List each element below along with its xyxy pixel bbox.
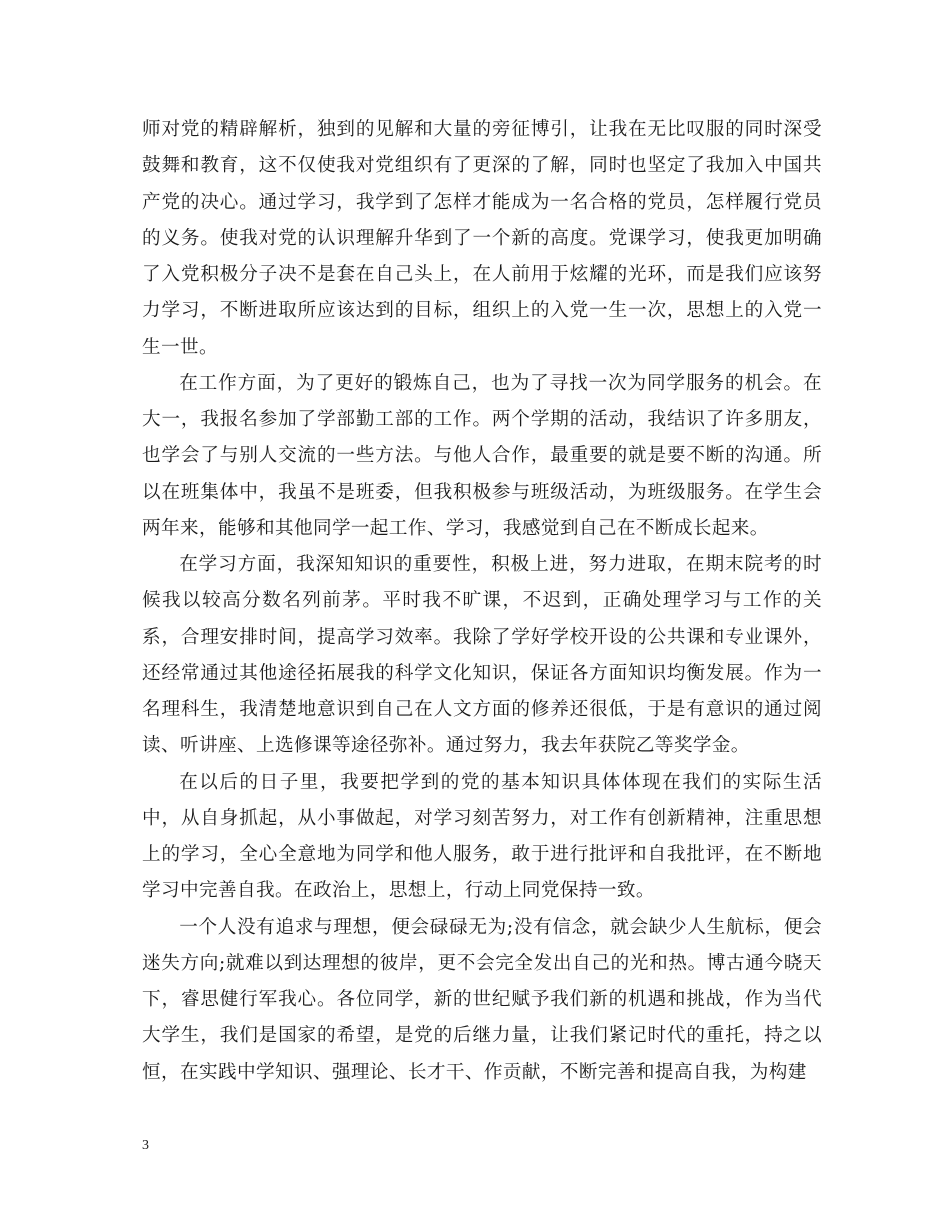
paragraph-4: 在以后的日子里，我要把学到的党的基本知识具体体现在我们的实际生活中，从自身抓起，从小事做起，对学习刻苦努力，对工作有创新精神，注重思想上的学习，全心全意地为同学和他人服务，敢于进行批评和自我批评，在不断地学习中完善自我。在政治上，思想上，行动上同党保持一致。 xyxy=(142,771,822,902)
body-text xyxy=(142,112,822,1091)
paragraph-3: 在学习方面，我深知知识的重要性，积极上进，努力进取，在期末院考的时候我以较高分数名列前茅。平时我不旷课，不迟到，正确处理学习与工作的关系，合理安排时间，提高学习效率。我除了学好学校开设的公共课和专业课外，还经常通过其他途径拓展我的科学文化知识，保证各方面知识均衡发展。作为一名理科生，我清楚地意识到自己在人文方面的修养还很低，于是有意识的通过阅读、听讲座、上选修课等途径弥补。通过努力，我去年获院乙等奖学金。 xyxy=(142,554,822,757)
paragraph-1: 师对党的精辟解析，独到的见解和大量的旁征博引，让我在无比叹服的同时深受鼓舞和教育，这不仅使我对党组织有了更深的了解，同时也坚定了我加入中国共产党的决心。通过学习，我学到了怎样才能成为一名合格的党员，怎样履行党员的义务。使我对党的认识理解升华到了一个新的高度。党课学习，使我更加明确了入党积极分子决不是套在自己头上，在人前用于炫耀的光环，而是我们应该努力学习，不断进取所应该达到的目标，组织上的入党一生一次，思想上的入党一生一世。 xyxy=(142,119,822,358)
page-number: 3 xyxy=(142,1138,149,1153)
paragraph-5: 一个人没有追求与理想，便会碌碌无为;没有信念，就会缺少人生航标，便会迷失方向;就难以到达理想的彼岸，更不会完全发出自己的光和热。博古通今晓天下，睿思健行军我心。各位同学，新的世纪赋予我们新的机遇和挑战，作为当代大学生，我们是国家的希望，是党的后继力量，让我们紧记时代的重托，持之以恒，在实践中学知识、强理论、长才干、作贡献，不断完善和提高自我，为构建 xyxy=(142,916,822,1083)
paragraph-2: 在工作方面，为了更好的锻炼自己，也为了寻找一次为同学服务的机会。在大一，我报名参加了学部勤工部的工作。两个学期的活动，我结识了许多朋友，也学会了与别人交流的一些方法。与他人合作，最重要的就是要不断的沟通。所以在班集体中，我虽不是班委，但我积极参与班级活动，为班级服务。在学生会两年来，能够和其他同学一起工作、学习，我感觉到自己在不断成长起来。 xyxy=(142,372,822,539)
